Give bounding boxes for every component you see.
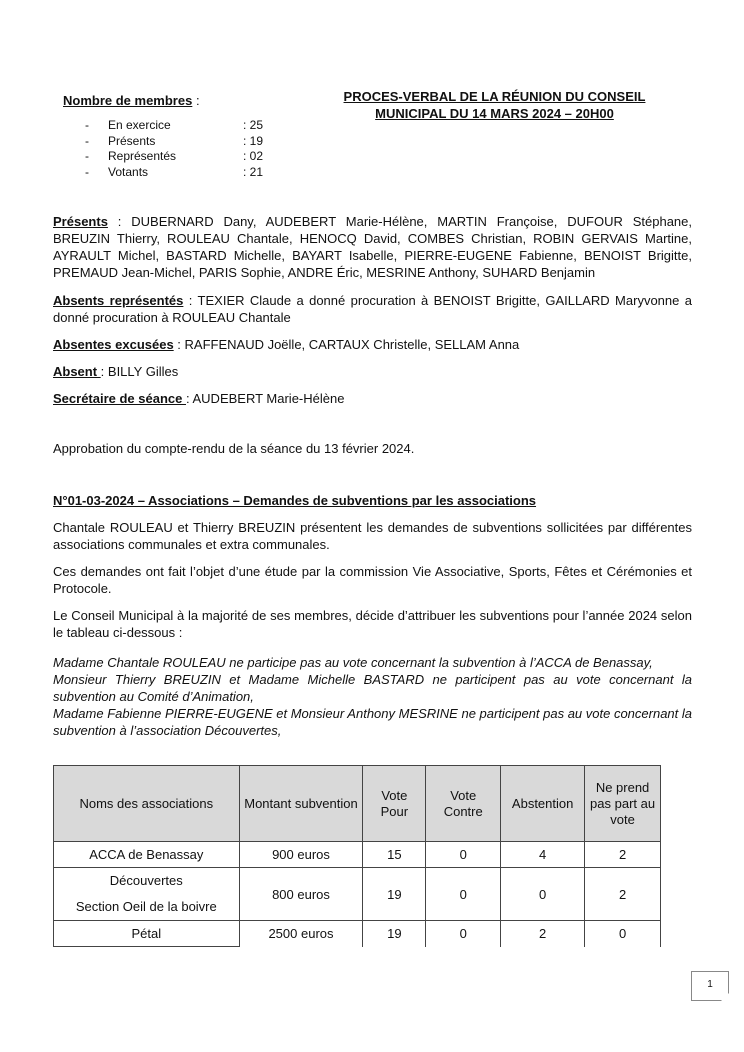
members-list <box>63 118 264 180</box>
table-row <box>54 921 661 947</box>
cell-association-name: ACCA de Benassay <box>54 842 240 868</box>
cell-association-name: Pétal <box>54 921 240 947</box>
secretary-label: Secrétaire de séance <box>53 391 186 406</box>
cell-association-name <box>54 868 240 921</box>
absentes-excused-text: : RAFFENAUD Joëlle, CARTAUX Christelle, SELLAM Anna <box>173 337 520 352</box>
absents-represented-label: Absents représentés <box>53 293 184 308</box>
table-header-row <box>54 766 661 842</box>
document-title <box>297 88 692 122</box>
cell-vote-against: 0 <box>426 868 501 921</box>
vote-note-2: Monsieur Thierry BREUZIN et Madame Michelle BASTARD ne participent pas au vote concernant la subvention au Comité d’Animation, <box>53 672 692 704</box>
members-heading: Nombre de membres <box>63 93 193 108</box>
members-item <box>63 133 264 150</box>
page-number: 1 <box>691 971 729 1001</box>
deliberation-paragraph-3: Le Conseil Municipal à la majorité de ses membres, décide d’attribuer les subventions pour l’année 2024 selon le tableau ci-dessous : <box>53 608 692 640</box>
absentes-excused-paragraph <box>53 336 692 353</box>
secretary-text: : AUDEBERT Marie-Hélène <box>185 391 345 406</box>
cell-vote-for: 15 <box>363 842 426 868</box>
cell-amount: 900 euros <box>239 842 363 868</box>
subventions-table <box>53 765 661 947</box>
members-item-label: Représentés <box>108 149 177 163</box>
absent-label: Absent <box>53 364 101 379</box>
members-item <box>63 164 264 181</box>
cell-amount: 2500 euros <box>239 921 363 947</box>
members-item <box>63 149 264 165</box>
cell-not-voting: 2 <box>585 868 661 921</box>
cell-abstention: 4 <box>501 842 585 868</box>
members-item-value: : 21 <box>243 164 264 179</box>
members-item-label: Présents <box>108 133 156 148</box>
cell-amount: 800 euros <box>239 868 363 921</box>
association-name-line-1: Découvertes <box>109 873 183 888</box>
table-row <box>54 868 661 921</box>
presents-label: Présents <box>53 214 108 229</box>
members-item-value: : 19 <box>243 133 264 148</box>
list-dash: - <box>85 133 89 148</box>
cell-vote-against: 0 <box>426 842 501 868</box>
absents-represented-paragraph <box>53 292 692 326</box>
members-heading-colon: : <box>192 93 200 108</box>
cell-vote-for: 19 <box>363 921 426 947</box>
approval-paragraph: Approbation du compte-rendu de la séance du 13 février 2024. <box>53 441 415 456</box>
header-abstention: Abstention <box>501 766 585 842</box>
association-name-line-2: Section Oeil de la boivre <box>75 899 217 914</box>
header-not-voting: Ne prend pas part au vote <box>585 766 661 842</box>
deliberation-heading: N°01-03-2024 – Associations – Demandes de subventions par les associations <box>53 493 537 508</box>
list-dash: - <box>85 118 89 132</box>
header-vote-against: Vote Contre <box>426 766 501 842</box>
list-dash: - <box>85 164 89 179</box>
absentes-excused-label: Absentes excusées <box>53 337 174 352</box>
members-heading-line <box>63 93 200 108</box>
members-item-label: Votants <box>108 164 149 179</box>
absent-text: : BILLY Gilles <box>100 364 179 379</box>
members-block <box>63 93 264 180</box>
list-dash: - <box>85 149 89 163</box>
members-item <box>63 118 264 134</box>
title-line-2: MUNICIPAL DU 14 MARS 2024 – 20H00 <box>375 106 614 121</box>
secretary-paragraph <box>53 390 692 407</box>
cell-vote-for: 19 <box>363 868 426 921</box>
title-line-1: PROCES-VERBAL DE LA RÉUNION DU CONSEIL <box>343 89 646 104</box>
header-association-name: Noms des associations <box>54 766 240 842</box>
cell-not-voting: 2 <box>585 842 661 868</box>
absents-represented-text: : TEXIER Claude a donné procuration à BENOIST Brigitte, GAILLARD Maryvonne a donné procuration à ROULEAU Chantale <box>53 293 692 325</box>
members-item-label: En exercice <box>108 118 171 132</box>
table-row <box>54 842 661 868</box>
vote-notes <box>53 654 692 739</box>
vote-note-3: Madame Fabienne PIERRE-EUGENE et Monsieur Anthony MESRINE ne participent pas au vote concernant la subvention à l’association Découvertes, <box>53 706 692 738</box>
vote-note-1: Madame Chantale ROULEAU ne participe pas au vote concernant la subvention à l’ACCA de Benassay, <box>53 655 653 670</box>
header-amount: Montant subvention <box>239 766 363 842</box>
cell-not-voting: 0 <box>585 921 661 947</box>
deliberation-paragraph-1: Chantale ROULEAU et Thierry BREUZIN présentent les demandes de subventions sollicitées par différentes associations communales et extra communales. <box>53 520 692 552</box>
cell-vote-against: 0 <box>426 921 501 947</box>
members-item-value: : 02 <box>243 149 264 163</box>
absent-paragraph <box>53 363 692 380</box>
members-item-value: : 25 <box>243 118 264 132</box>
presents-text: : DUBERNARD Dany, AUDEBERT Marie-Hélène, MARTIN Françoise, DUFOUR Stéphane, BREUZIN Thierry, ROULEAU Chantale, HENOCQ David, COMBES Christian, ROBIN GERVAIS Martine, AYRAULT Michel, BASTARD Michelle, BAYART Isabelle, PIERRE-EUGENE Fabienne, BENOIST Brigitte, PREMAUD Jean-Michel, PARIS Sophie, ANDRE Éric, MESRINE Anthony, SUHARD Benjamin <box>53 214 692 280</box>
deliberation-paragraph-2: Ces demandes ont fait l’objet d’une étude par la commission Vie Associative, Sports, Fêtes et Cérémonies et Protocole. <box>53 564 692 596</box>
presents-paragraph <box>53 213 692 281</box>
cell-abstention: 2 <box>501 921 585 947</box>
cell-abstention: 0 <box>501 868 585 921</box>
header-vote-for: Vote Pour <box>363 766 426 842</box>
